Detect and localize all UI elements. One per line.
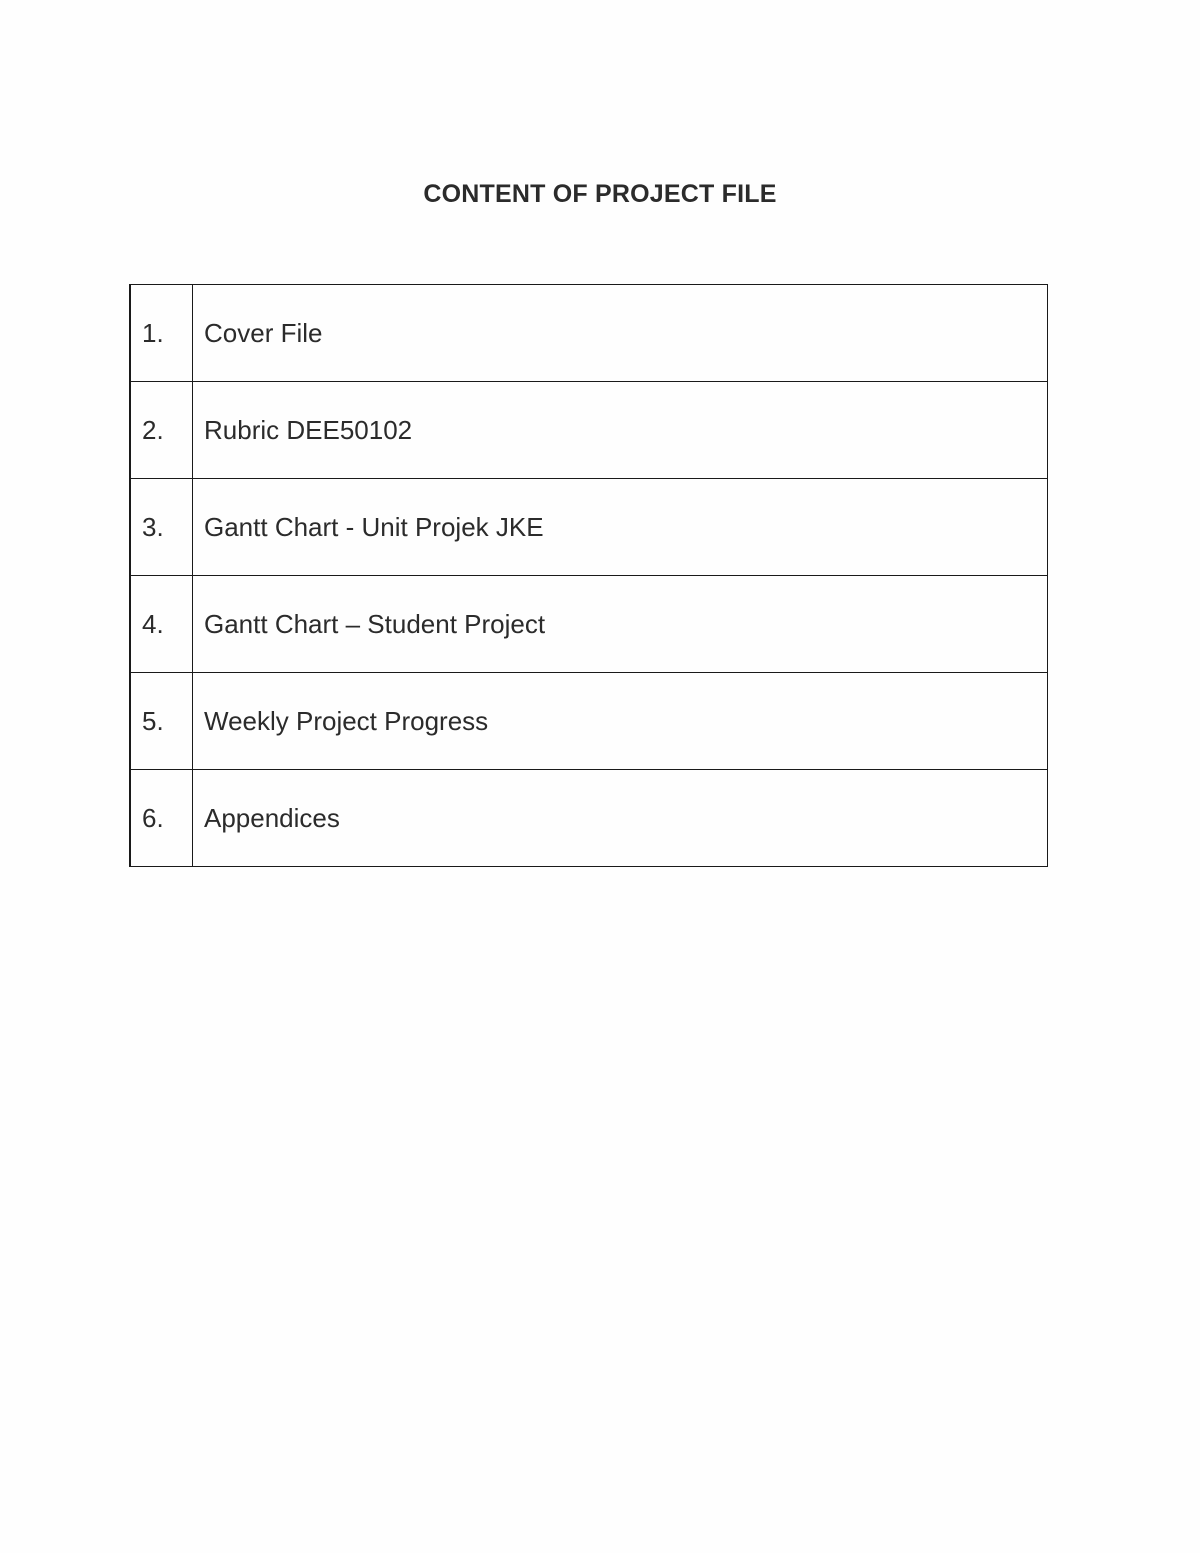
item-label: Weekly Project Progress (193, 673, 1048, 770)
item-label: Gantt Chart - Unit Projek JKE (193, 479, 1048, 576)
item-label: Gantt Chart – Student Project (193, 576, 1048, 673)
page-title: CONTENT OF PROJECT FILE (423, 180, 777, 208)
table-row (130, 382, 1048, 479)
item-number: 3. (130, 479, 193, 576)
item-number: 5. (130, 673, 193, 770)
item-label: Cover File (193, 285, 1048, 382)
item-number: 2. (130, 382, 193, 479)
table-row (130, 576, 1048, 673)
item-number: 6. (130, 770, 193, 867)
contents-table (129, 284, 1048, 867)
item-label: Appendices (193, 770, 1048, 867)
item-label: Rubric DEE50102 (193, 382, 1048, 479)
table-row (130, 770, 1048, 867)
item-number: 1. (130, 285, 193, 382)
table-row (130, 479, 1048, 576)
table-row (130, 673, 1048, 770)
table-row (130, 285, 1048, 382)
item-number: 4. (130, 576, 193, 673)
